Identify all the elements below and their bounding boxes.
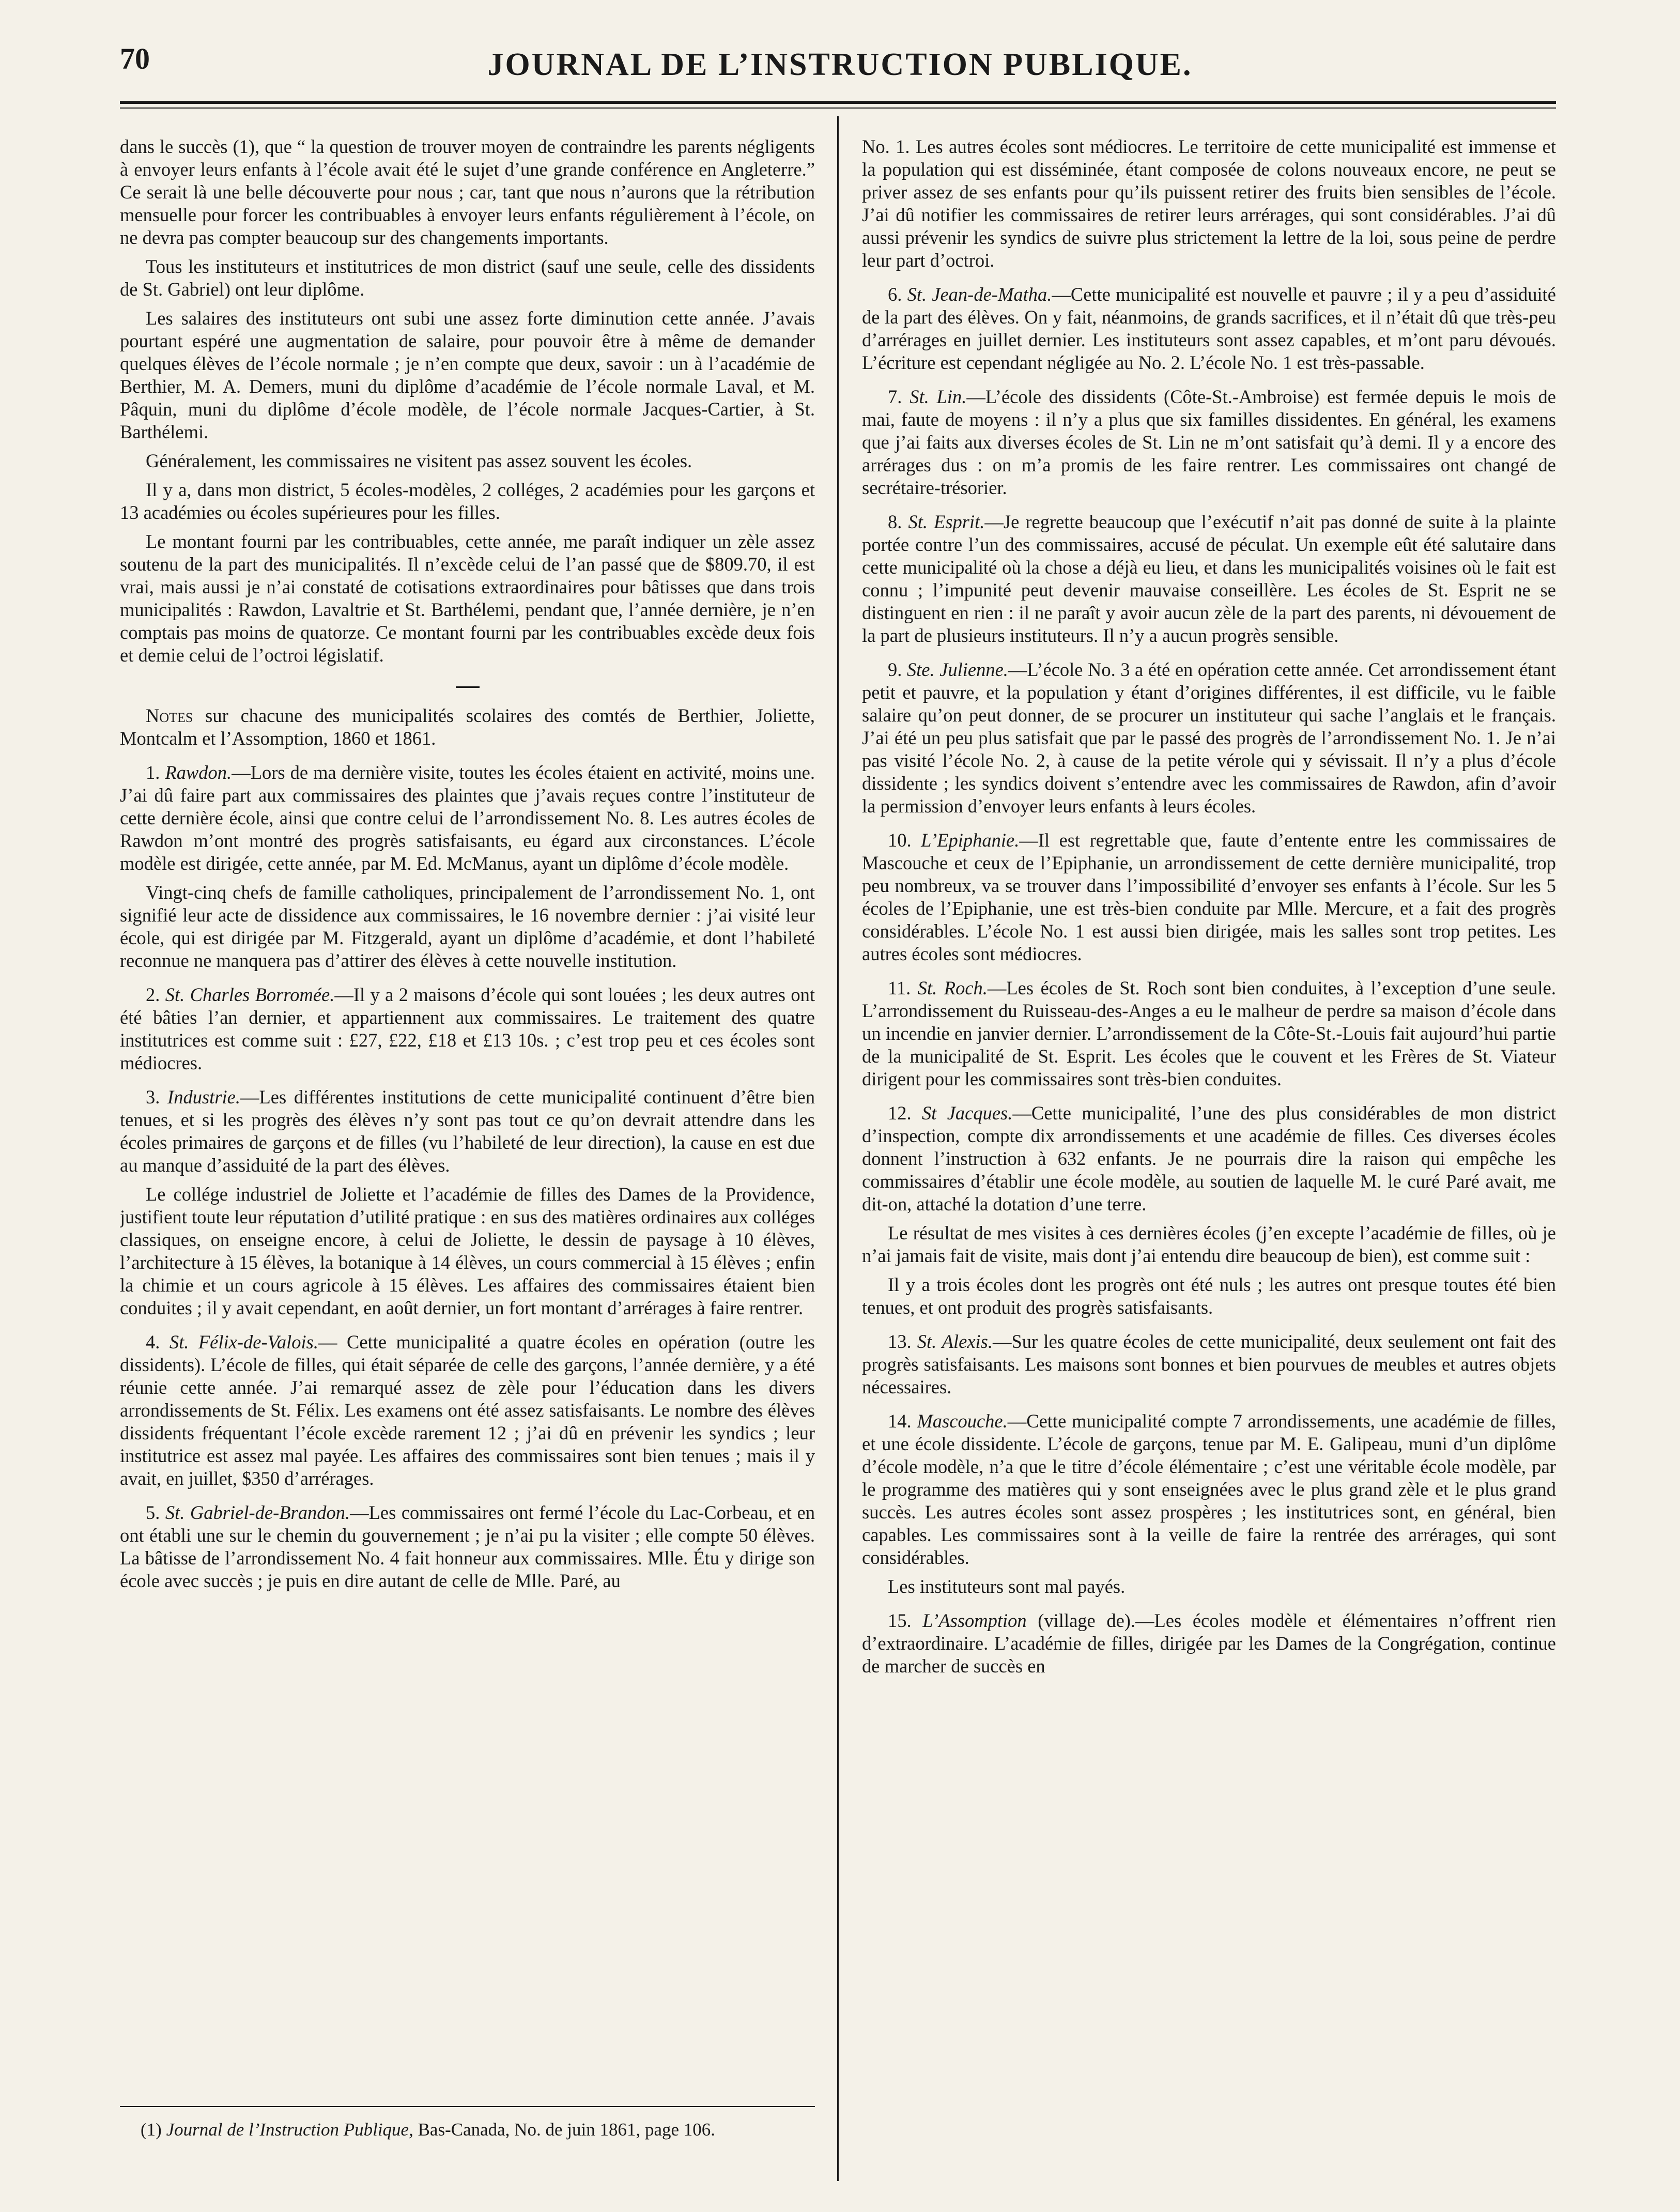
footnote-marker: (1)	[141, 2119, 166, 2140]
entry-number: 8.	[888, 511, 908, 532]
entry-number: 7.	[888, 386, 910, 407]
section-separator	[456, 686, 480, 688]
entry-number: 4.	[146, 1331, 169, 1353]
right-column	[862, 135, 1556, 2094]
entry-st-lin	[862, 386, 1556, 499]
entry-number: 5.	[146, 1502, 165, 1523]
entry-number: 14.	[888, 1410, 917, 1432]
entry-name: St. Roch.	[917, 977, 988, 999]
entry-mascouche	[862, 1410, 1556, 1569]
entry-name: St. Gabriel-de-Brandon.	[165, 1502, 350, 1523]
footnote-rest: Bas-Canada, No. de juin 1861, page 106.	[413, 2119, 716, 2140]
entry-name: St. Charles Borromée.	[165, 984, 335, 1005]
entry-text: —Il y a 2 maisons d’école qui sont louées ; les deux autres ont été bâties l’an dernier, et appartiennent aux commissaires. Le traitement des quatre institutrices est comme suit : £27, £22, £18 et £13 10s. ; c’est trop peu et ces écoles sont médiocres.	[120, 984, 815, 1073]
entry-l-assomption	[862, 1609, 1556, 1678]
entry-name: L’Epiphanie.	[921, 830, 1020, 851]
entry-number: 2.	[146, 984, 165, 1005]
entry-text: —Les différentes institutions de cette municipalité continuent d’être bien tenues, et si les progrès des élèves n’y sont pas tout ce qu’on devrait attendre dans les écoles primaires de garçons et de filles (vu l’habileté de leur direction), la cause en est due au manque d’assiduité de la part des élèves.	[120, 1086, 815, 1176]
notes-heading	[120, 704, 815, 750]
entry-name: Mascouche.	[917, 1410, 1008, 1432]
entry-st-jean-de-matha	[862, 283, 1556, 374]
entry-name: St. Félix-de-Valois.	[169, 1331, 318, 1353]
entry-text: (village de).—Les écoles modèle et élémentaires n’offrent rien d’extraordinaire. L’académie de filles, dirigée par les Dames de la Congrégation, continue de marcher de succès en	[862, 1610, 1556, 1677]
entry-name: Ste. Julienne.	[906, 659, 1008, 680]
entry-name: St. Jean-de-Matha.	[907, 284, 1052, 305]
entry-text: — Cette municipalité a quatre écoles en opération (outre les dissidents). L’école de filles, qui était séparée de celle des garçons, l’année dernière, y a été réunie cette année. J’ai remarqué assez de zèle pour l’éducation dans les divers arrondissements de St. Félix. Les examens ont été assez satisfaisants. Le nombre des élèves dissidents fréquentant l’école excède rarement 12 ; j’ai dû en prévenir les syndics ; leur institutrice est assez mal payée. Les affaires des commissaires sont bien tenues ; mais il y avait, en juillet, $350 d’arrérages.	[120, 1331, 815, 1489]
entry-text: —Cette municipalité est nouvelle et pauvre ; il y a peu d’assiduité de la part des élèves. On y fait, néanmoins, de grands sacrifices, et il n’était dû que très-peu d’arrérages en juillet dernier. Les instituteurs sont assez capables, et m’ont paru dévoués. L’écriture est cependant négligée au No. 2. L’école No. 1 est très-passable.	[862, 284, 1556, 373]
entry-text: —Cette municipalité, l’une des plus considérables de mon district d’inspection, compte dix arrondissements et une académie de filles. Ces diverses écoles donnent l’instruction à 632 enfants. Je ne pourrais dire la raison qui empêche les commissaires d’établir une école modèle, au soutien de laquelle M. le curé Paré avait, me dit-on, attaché la dotation d’une terre.	[862, 1102, 1556, 1215]
footnote-rule	[120, 2106, 815, 2107]
entry-name: St. Esprit.	[908, 511, 985, 532]
paragraph: dans le succès (1), que “ la question de trouver moyen de contraindre les parents négligents à envoyer leurs enfants à l’école avait été le sujet d’une grande conférence en Angleterre.” Ce serait là une belle découverte pour nous ; car, tant que nous n’aurons que la rétribution mensuelle pour forcer les contribuables à envoyer leurs enfants régulièrement à l’école, on ne devra pas compter beaucoup sur des changements importants.	[120, 136, 815, 248]
entry-text: —Sur les quatre écoles de cette municipalité, deux seulement ont fait des progrès satisfaisants. Les maisons sont bonnes et bien pourvues de meubles et autres objets nécessaires.	[862, 1331, 1556, 1397]
entry-number: 6.	[888, 284, 907, 305]
footnote-journal-title: Journal de l’Instruction Publique,	[166, 2119, 413, 2140]
notes-heading-lead: Notes	[146, 705, 193, 726]
paragraph: Il y a trois écoles dont les progrès ont été nuls ; les autres ont presque toutes été bien tenues, et ont produit des progrès satisfaisants.	[862, 1274, 1556, 1318]
paragraph: Le résultat de mes visites à ces dernières écoles (j’en excepte l’académie de filles, où je n’ai jamais fait de visite, mais dont j’ai entendu dire beaucoup de bien), est comme suit :	[862, 1222, 1556, 1266]
entry-number: 9.	[888, 659, 907, 680]
header-rule-bottom	[120, 107, 1556, 109]
entry-number: 13.	[888, 1331, 917, 1352]
paragraph: Le montant fourni par les contribuables, cette année, me paraît indiquer un zèle assez soutenu de la part des municipalités. Il n’excède celui de l’an passé que de $809.70, il est vrai, mais aussi je n’ai constaté de cotisations extraordinaires pour bâtisses que dans trois municipalités : Rawdon, Lavaltrie et St. Barthélemi, pendant que, l’année dernière, je n’en comptais pas moins de quatorze. Ce montant fourni par les contribuables excède deux fois et demie celui de l’octroi législatif.	[120, 531, 815, 666]
paragraph: Généralement, les commissaires ne visitent pas assez souvent les écoles.	[146, 450, 692, 471]
paragraph: Il y a, dans mon district, 5 écoles-modèles, 2 colléges, 2 académies pour les garçons et 13 académies ou écoles supérieures pour les filles.	[120, 479, 815, 523]
entry-text: —Les commissaires ont fermé l’école du Lac-Corbeau, et en ont établi une sur le chemin du gouvernement ; je n’ai pu la visiter ; elle compte 50 élèves. La bâtisse de l’arrondissement No. 4 fait honneur aux commissaires. Mlle. Étu y dirige son école avec succès ; je puis en dire autant de celle de Mlle. Paré, au	[120, 1502, 815, 1591]
left-column	[120, 135, 815, 2094]
entry-name: Rawdon.	[165, 762, 232, 783]
entry-name: St Jacques.	[921, 1102, 1013, 1124]
entry-text: —Les écoles de St. Roch sont bien conduites, à l’exception d’une seule. L’arrondissement du Ruisseau-des-Anges a eu le malheur de perdre sa maison d’école dans un incendie en janvier dernier. L’arrondissement de la Côte-St.-Louis fait aujourd’hui partie de la municipalité de St. Esprit. Les écoles que le couvent et les Frères de St. Viateur dirigent pour les commissaires sont très-bien conduites.	[862, 977, 1556, 1089]
paragraph: Tous les instituteurs et institutrices de mon district (sauf une seule, celle des dissidents de St. Gabriel) ont leur diplôme.	[120, 256, 815, 300]
entry-st-felix-de-valois	[120, 1331, 815, 1490]
entry-text: —L’école des dissidents (Côte-St.-Ambroise) est fermée depuis le mois de mai, faute de moyens : il n’y a plus que six familles dissidentes. En général, les examens que j’ai faits aux diverses écoles de St. Lin ne m’ont satisfait qu’à demi. Il y a encore des arrérages dus : on m’a promis de les faire rentrer. Les commissaires ont changé de secrétaire-trésorier.	[862, 386, 1556, 498]
entry-name: St. Lin.	[910, 386, 967, 407]
entry-name: St. Alexis.	[917, 1331, 993, 1352]
entry-text: —Je regrette beaucoup que l’exécutif n’ait pas donné de suite à la plainte portée contre l’un des commissaires, accusé de péculat. Un exemple eût été salutaire dans cette municipalité où la chose a déjà eu lieu, et dans les municipalités voisines où le fait est connu ; l’impunité peut devenir mauvaise conseillère. Les écoles de St. Esprit ne se distinguent en rien : il ne paraît y avoir aucun zèle de la part des parents, ni dévouement de la part de plusieurs instituteurs. Il n’y a aucun progrès sensible.	[862, 511, 1556, 646]
entry-number: 10.	[888, 830, 921, 851]
column-divider	[837, 116, 839, 2181]
entry-number: 12.	[888, 1102, 922, 1124]
paragraph: Les salaires des instituteurs ont subi une assez forte diminution cette année. J’avais pourtant espéré une augmentation de salaire, pour pouvoir être à même de demander quelques élèves de l’école normale ; je n’en compte que deux, savoir : un à l’académie de Berthier, M. A. Demers, muni du diplôme d’académie de l’école normale Laval, et M. Pâquin, muni du diplôme d’école modèle, de l’école normale Jacques-Cartier, à St. Barthélemi.	[120, 308, 815, 442]
entry-st-esprit	[862, 511, 1556, 647]
running-title: JOURNAL DE L’INSTRUCTION PUBLIQUE.	[487, 47, 1193, 82]
paragraph: No. 1. Les autres écoles sont médiocres. Le territoire de cette municipalité est immense et la population qui est disséminée, étant composée de colons nouveaux encore, ne peut se priver assez de ses enfants pour qu’ils puissent retirer des fruits bien sensibles de l’école. J’ai dû notifier les commissaires de retirer leurs arrérages, qui sont considérables. J’ai dû aussi prévenir les syndics de suivre plus strictement la lettre de la loi, sous peine de perdre leur part d’octroi.	[862, 136, 1556, 271]
entry-st-charles-borromee	[120, 984, 815, 1074]
paragraph: Les instituteurs sont mal payés.	[888, 1576, 1126, 1597]
entry-ste-julienne	[862, 658, 1556, 818]
entry-st-roch	[862, 977, 1556, 1090]
entry-number: 1.	[146, 762, 165, 783]
entry-name: Industrie.	[167, 1086, 240, 1108]
header-rule-top	[120, 101, 1556, 104]
notes-heading-rest: sur chacune des municipalités scolaires des comtés de Berthier, Joliette, Montcalm et l’Assomption, 1860 et 1861.	[120, 705, 815, 749]
entry-text: —Cette municipalité compte 7 arrondissements, une académie de filles, et une école dissidente. L’école de garçons, tenue par M. E. Galipeau, muni d’un diplôme d’école modèle, n’a que le titre d’école élémentaire ; c’est une véritable école modèle, par le programme des matières qui y sont enseignées avec le plus grand zèle et le plus grand succès. Les autres écoles sont assez prospères ; les institutrices sont, en général, bien capables. Les commissaires sont à la veille de faire la rentrée des arrérages, qui sont considérables.	[862, 1410, 1556, 1568]
footnote	[120, 2119, 815, 2141]
entry-text: —L’école No. 3 a été en opération cette année. Cet arrondissement étant petit et pauvre, et la population y étant d’origines différentes, il est difficile, vu le faible salaire qu’on peut donner, de se procurer un instituteur qui sache l’anglais et le français. J’ai été un peu plus satisfait que par le passé des progrès de l’arrondissement No. 1. Je n’ai pas visité l’école No. 2, à cause de la petite vérole qui y sévissait. Il n’y a plus d’école dissidente ; les syndics doivent s’entendre avec les commissaires de Rawdon, afin d’avoir la permission d’envoyer leurs enfants à leurs écoles.	[862, 659, 1556, 817]
entry-st-jacques	[862, 1102, 1556, 1216]
entry-text: —Lors de ma dernière visite, toutes les écoles étaient en activité, moins une. J’ai dû faire part aux commissaires des plaintes que j’avais reçues contre l’instituteur de cette dernière école, ainsi que contre celui de l’arrondissement No. 8. Les autres écoles de Rawdon m’ont montré des progrès satisfaisants, eu égard aux circonstances. L’école modèle est dirigée, cette année, par M. Ed. McManus, ayant un diplôme d’école modèle.	[120, 762, 815, 874]
entry-st-gabriel-de-brandon	[120, 1501, 815, 1592]
paragraph: Le collége industriel de Joliette et l’académie de filles des Dames de la Providence, justifient toute leur réputation d’utilité pratique : en sus des matières ordinaires aux colléges classiques, on enseigne encore, à celui de Joliette, le dessin de paysage à 10 élèves, l’architecture à 15 élèves, la botanique à 14 élèves, un cours commercial à 15 élèves ; enfin la chimie et un cours agricole à 15 élèves. Les affaires des commissaires étaient bien conduites ; il y avait cependant, en août dernier, un fort montant d’arrérages à faire rentrer.	[120, 1184, 815, 1318]
footnote-text	[120, 2119, 815, 2141]
entry-rawdon	[120, 761, 815, 875]
entry-l-epiphanie	[862, 829, 1556, 965]
entry-number: 3.	[146, 1086, 168, 1108]
entry-text: —Il est regrettable que, faute d’entente entre les commissaires de Mascouche et ceux de l’Epiphanie, un arrondissement de cette dernière municipalité, trop peu nombreux, va se trouver dans l’impossibilité d’envoyer ses enfants à l’école. Sur les 5 écoles de l’Epiphanie, une est très-bien conduite par Mlle. Mercure, et a fait des progrès considérables. L’école No. 1 est aussi bien dirigée, mais les salles sont trop petites. Les autres écoles sont médiocres.	[862, 830, 1556, 964]
entry-industrie	[120, 1086, 815, 1177]
entry-number: 11.	[888, 977, 918, 999]
entry-st-alexis	[862, 1330, 1556, 1399]
page-number: 70	[120, 42, 150, 75]
entry-number: 15.	[888, 1610, 923, 1631]
entry-name: L’Assomption	[922, 1610, 1027, 1631]
paragraph: Vingt-cinq chefs de famille catholiques, principalement de l’arrondissement No. 1, ont signifié leur acte de dissidence aux commissaires, le 16 novembre dernier : j’ai visité leur école, qui est dirigée par M. Fitzgerald, ayant un diplôme d’académie, et dont l’habileté reconnue ne manquera pas d’attirer des élèves à cette nouvelle institution.	[120, 882, 815, 971]
